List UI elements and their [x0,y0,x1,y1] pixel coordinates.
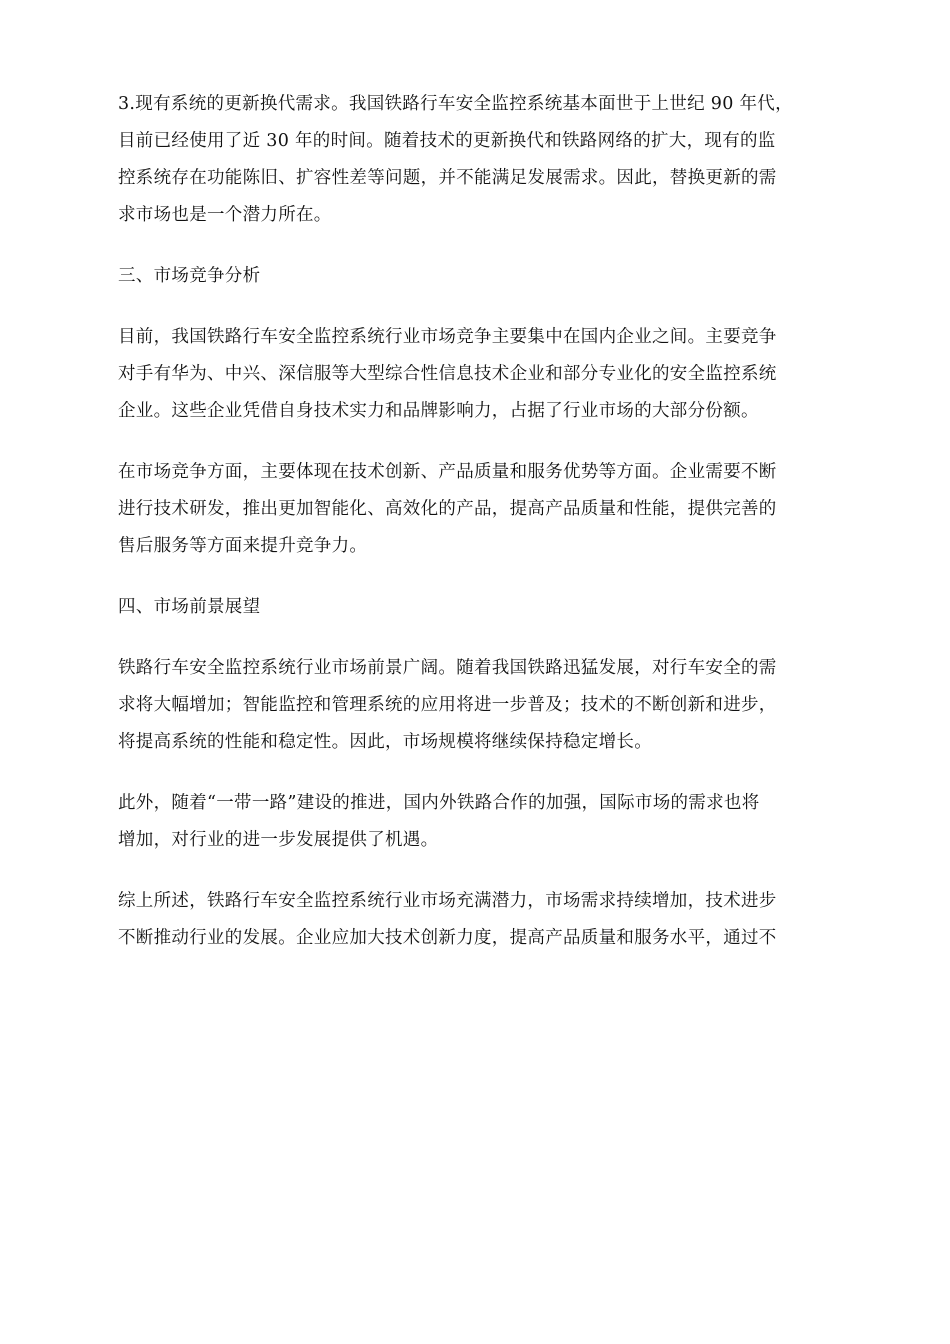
paragraph-competitors [118,319,834,430]
paragraph-summary [118,883,834,957]
text-line: 将提高系统的性能和稳定性。因此，市场规模将继续保持稳定增长。 [118,732,652,752]
text-line: 综上所述，铁路行车安全监控系统行业市场充满潜力，市场需求持续增加，技术进步 [118,891,777,911]
text-line: 进行技术研发，推出更加智能化、高效化的产品，提高产品质量和性能，提供完善的 [118,499,777,519]
text-line: 目前已经使用了近 30 年的时间。随着技术的更新换代和铁路网络的扩大，现有的监 [118,131,776,151]
text-line: 求市场也是一个潜力所在。 [118,205,332,225]
paragraph-belt-and-road [118,785,834,859]
paragraph-competition-aspects [118,454,834,565]
text-line: 企业。这些企业凭借自身技术实力和品牌影响力，占据了行业市场的大部分份额。 [118,401,759,421]
text-line: 求将大幅增加；智能监控和管理系统的应用将进一步普及；技术的不断创新和进步， [118,695,777,715]
text-line: 铁路行车安全监控系统行业市场前景广阔。随着我国铁路迅猛发展，对行车安全的需 [118,658,777,678]
text-line: 控系统存在功能陈旧、扩容性差等问题，并不能满足发展需求。因此，替换更新的需 [118,168,777,188]
section-heading-competition: 三、市场竞争分析 [118,266,261,286]
text-line: 不断推动行业的发展。企业应加大技术创新力度，提高产品质量和服务水平，通过不 [118,928,777,948]
text-line: 售后服务等方面来提升竞争力。 [118,536,368,556]
text-line: 此外，随着“一带一路”建设的推进，国内外铁路合作的加强，国际市场的需求也将 [118,793,760,813]
paragraph-system-upgrade-demand [118,86,834,234]
text-line: 对手有华为、中兴、深信服等大型综合性信息技术企业和部分专业化的安全监控系统 [118,364,777,384]
text-line: 增加，对行业的进一步发展提供了机遇。 [118,830,439,850]
section-heading-outlook: 四、市场前景展望 [118,597,261,617]
text-line: 3.现有系统的更新换代需求。我国铁路行车安全监控系统基本面世于上世纪 90 年代， [118,94,793,114]
text-line: 在市场竞争方面，主要体现在技术创新、产品质量和服务优势等方面。企业需要不断 [118,462,777,482]
text-line: 目前，我国铁路行车安全监控系统行业市场竞争主要集中在国内企业之间。主要竞争 [118,327,777,347]
paragraph-market-outlook [118,650,834,761]
document-page [118,86,834,957]
